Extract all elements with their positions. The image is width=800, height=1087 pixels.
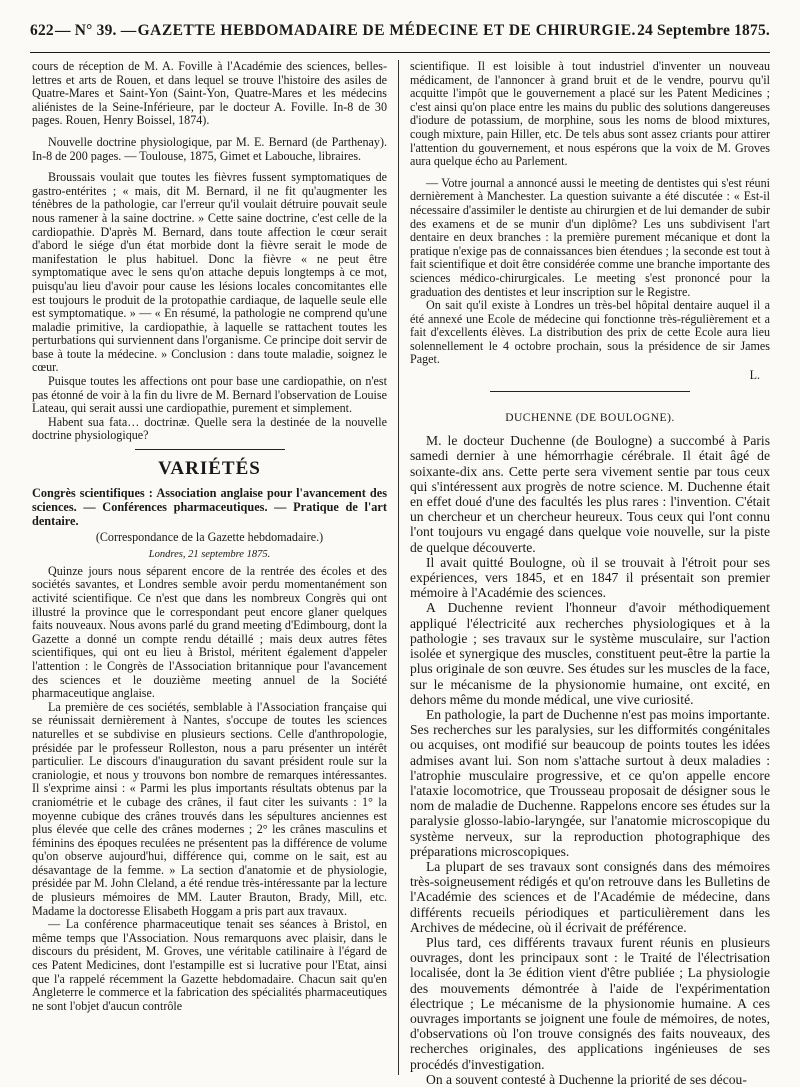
obituary-paragraph-7: On a souvent contesté à Duchenne la priorité de ses décou-	[426, 1071, 747, 1087]
header-rule	[30, 52, 770, 53]
right-paragraph-1: scientifique. Il est loisible à tout industriel d'inventer un nouveau médicament, de l'annoncer à grand bruit et de le vendre, pourvu qu'il acquitte l'impôt que le gouvernement a placé sur les Patent Medicines ; c'est ainsi qu'on place entre les mains du public des solutions dangereuses d'iodure de potassium, de morphine, sous les noms de blood mixtures, cough mixture, pain Hiller, etc. De tels abus sont assez criants pour attirer l'attention du gouvernement, et nous espérons que la voix de M. Groves aura quelque écho au Parlement.	[410, 59, 770, 169]
issue-date: 24 Septembre 1875.	[637, 22, 770, 39]
obituary-body	[410, 433, 770, 1087]
left-paragraph-8: — La conférence pharmaceutique tenait ses séances à Bristol, en même temps que l'Association. Nous remarquons avec plaisir, dans le discours du président, M. Groves, une véritable catilinaire à l'égard de ces Patent Medicines, dont l'estampille est si lucrative pour l'Etat, ainsi que l'a rappelé récemment la Gazette hebdomadaire. Chacun sait qu'en Angleterre le commerce et la fabrication des spécialités pharmaceutiques ne sont l'objet d'aucun contrôle	[32, 917, 387, 1013]
dateline: Londres, 21 septembre 1875.	[148, 549, 271, 561]
section-divider	[135, 449, 285, 450]
signature: L.	[749, 368, 760, 383]
correspondence-line: (Correspondance de la Gazette hebdomadaire.)	[95, 529, 324, 544]
book-notice: Nouvelle doctrine physiologique, par M. E. Bernard (de Parthenay). In-8 de 200 pages. — Toulouse, 1875, Gimet et Labouche, libraires.	[32, 134, 387, 163]
column-separator	[398, 60, 399, 1075]
obituary-paragraph-5: La plupart de ses travaux sont consignés dans des mémoires très-soigneusement rédigés et qu'on retrouve dans les Bulletins de l'Académie des sciences et de l'Académie de médecine, dans différents recueils périodiques et particulièrement dans les Archives de médecine, où il écrivait de préférence.	[410, 858, 770, 935]
section-subject: Congrès scientifiques : Association anglaise pour l'avancement des sciences. — Conférences pharmaceutiques. — Pratique de l'art dentaire.	[32, 485, 387, 528]
left-paragraph-3: Broussais voulait que toutes les fièvres fussent symptomatiques de gastro-entérites ; « mais, dit M. Bernard, il ne fit qu'augmenter les ténèbres de la pathologie, car l'erreur qu'il voulait détruire pouvait seule nous ramener à la saine doctrine. » Cette saine doctrine, c'est celle de la cardiopathie. D'après M. Bernard, dans toute affection le cœur serait d'abord le siége d'un état morbide dont la fièvre serait le mode de manifestation le plus habituel. Donc la fièvre « ne peut être symptomatique avec le sens qu'on attache depuis longtemps à ce mot, puisqu'au lieu d'avoir pour cause les lésions locales concomitantes elle est toujours le produit de la protopathie cardiaque, de laquelle seule elle est symptomatique. » — « En résumé, la pathologie ne comprend qu'une maladie primitive, la cardiopathie, à laquelle se rattachent toutes les perturbations qui surviennent dans l'organisme. Ce principe doit servir de base à toute la médecine. » Conclusion : dans toute maladie, soignez le cœur.	[32, 170, 387, 375]
right-column	[410, 59, 770, 1087]
page-number: 622	[30, 22, 54, 39]
right-paragraph-2: — Votre journal a annoncé aussi le meeting de dentistes qui s'est réuni dernièrement à Manchester. La question suivante a été discutée : « Est-il nécessaire d'assimiler le dentiste au chirurgien et de lui demander de subir des examens et de se munir d'un diplôme? Les uns subdivisent l'art dentaire en deux branches : la première purement mécanique et dont la pratique n'exige pas de connaissances bien étendues ; la seconde est tout à fait scientifique et doit être considérée comme une branche importante des sciences médico-chirurgicales. Le meeting s'est prononcé pour la graduation des dentistes et leur inscription sur le Registre.	[410, 175, 770, 299]
right-paragraph-3: On sait qu'il existe à Londres un très-bel hôpital dentaire auquel il a été annexé une Ecole de médecine qui fonctionne très-régulièrement et a fait d'excellents élèves. La distribution des prix de cette Ecole aura lieu solennellement le 4 octobre prochain, sous la présidence de sir James Paget.	[410, 298, 770, 367]
obituary-divider	[490, 391, 690, 392]
journal-title: GAZETTE HEBDOMADAIRE DE MÉDECINE ET DE CHIRURGIE.	[137, 22, 636, 39]
left-paragraph-5: Habent sua fata… doctrinæ. Quelle sera la destinée de la nouvelle doctrine physiologique?	[32, 414, 387, 443]
section-title: VARIÉTÉS	[158, 458, 261, 480]
left-paragraph-1: cours de réception de M. A. Foville à l'Académie des sciences, belles-lettres et arts de Rouen, et dans lequel se trouve l'histoire des asiles de Quatre-Mares et Saint-Yon (Saint-Yon, Quatre-Mares et les médecins aliénistes de la Seine-Inférieure, par le docteur A. Foville. In-8 de 30 pages. Rouen, Henry Boissel, 1874).	[32, 59, 387, 128]
left-column	[32, 60, 387, 1078]
issue-number: — N° 39. —	[55, 22, 137, 39]
obituary-paragraph-3: A Duchenne revient l'honneur d'avoir méthodiquement appliqué l'électricité aux recherches physiologiques et à la pathologie ; ses travaux sur le système musculaire, sur l'action isolée et synergique des muscles, constituent peut-être la partie la plus originale de son œuvre. Ses études sur les muscles de la face, sur le mécanisme de la physionomie humaine, ont excité, en dehors même du monde médical, une vive curiosité.	[410, 600, 770, 707]
left-paragraph-4: Puisque toutes les affections ont pour base une cardiopathie, on n'est pas étonné de voir à la fin du livre de M. Bernard l'observation de Louise Lateau, qui serait aussi une cardiopathie, purement et simplement.	[32, 374, 387, 416]
obituary-paragraph-6: Plus tard, ces différents travaux furent réunis en plusieurs ouvrages, dont les principaux sont : le Traité de l'électrisation localisée, dont la 3e édition vient d'être publiée ; La physiologie des mouvements démontrée à l'aide de l'expérimentation électrique ; Le mécanisme de la physionomie humaine. A ces ouvrages importants se joignent une foule de mémoires, de notes, d'observations où l'on trouve consignés des faits nouveaux, des recherches originales, des applications ingénieuses de ses procédés d'investigation.	[410, 934, 770, 1072]
left-paragraph-6: Quinze jours nous séparent encore de la rentrée des écoles et des sociétés savantes, et Londres semble avoir perdu momentanément son activité scientifique. Ce n'est que dans les nombreux Congrès qui ont illustré la province que le correspondant peut encore glaner quelques faits nouveaux. Nous avons parlé du grand meeting d'Edimbourg, dont la Gazette a donné un compte rendu détaillé ; mais deux autres fêtes scientifiques, qui ont eu lieu à Bristol, méritent également d'appeler l'attention : le Congrès de l'Association britannique pour l'avancement des sciences et le douzième meeting annuel de la Société pharmaceutique anglaise.	[32, 563, 387, 701]
obituary-paragraph-4: En pathologie, la part de Duchenne n'est pas moins importante. Ses recherches sur les paralysies, sur les difformités congénitales ou acquises, ont modifié sur beaucoup de points toutes les idées admises avant lui. Son nom s'attache surtout à deux maladies : l'atrophie musculaire progressive, et ce qu'on appelle encore l'ataxie locomotrice, que Trousseau proposait de désigner sous le nom de maladie de Duchenne. Rappelons encore ses études sur la paralysie glosso-labio-laryngée, sur l'anatomie microscopique du système nerveux, sur la reproduction photographique des préparations microscopiques.	[410, 706, 770, 859]
page-header	[30, 22, 770, 50]
left-paragraph-7: La première de ces sociétés, semblable à l'Association française qui se réunissait dernièrement à Nantes, s'occupe de toutes les sciences naturelles et se subdivise en plusieurs sections. Celle d'anthropologie, présidée par le professeur Rolleston, nous a paru présenter un intérêt particulier. Le discours d'inauguration du savant président roule sur la craniologie, et nous y trouvons bon nombre de remarques intéressantes. Il s'exprime ainsi : « Parmi les plus importants résultats obtenus par la craniométrie et le cubage des crânes, il faut citer les suivants : 1° la moyenne cubique des crânes trouvés dans les sépultures anciennes est plus élevée que celle des crânes modernes ; 2° les crânes masculins et féminins des époques reculées ne présentent pas la différence de volume qu'on observe aujourd'hui, différence qui, comme on le sait, est au désavantage de la femme. » La section d'anatomie et de physiologie, présidée par M. John Cleland, a été rendue très-intéressante par la lecture de plusieurs mémoires de MM. Lauter Brauton, Brady, Mill, etc. Madame la doctoresse Elisabeth Hoggam a pris part aux travaux.	[32, 699, 387, 918]
obituary-title: DUCHENNE (DE BOULOGNE).	[505, 411, 675, 424]
obituary-paragraph-2: Il avait quitté Boulogne, où il se trouvait à l'étroit pour ses expériences, vers 1845, et en 1847 il présentait son premier mémoire à l'Académie des sciences.	[410, 554, 770, 601]
obituary-paragraph-1: M. le docteur Duchenne (de Boulogne) a succombé à Paris samedi dernier à une hémorrhagie cérébrale. Il était âgé de soixante-dix ans. Cette perte sera vivement sentie par tous ceux qui s'intéressent aux progrès de notre science. M. Duchenne était en effet doué d'une des facultés les plus rares : l'invention. C'était un chercheur et un chercheur heureux. Tous ceux qui l'ont connu l'ont toujours vu engagé dans quelque voie nouvelle, sur la piste de quelque découverte.	[410, 433, 770, 555]
